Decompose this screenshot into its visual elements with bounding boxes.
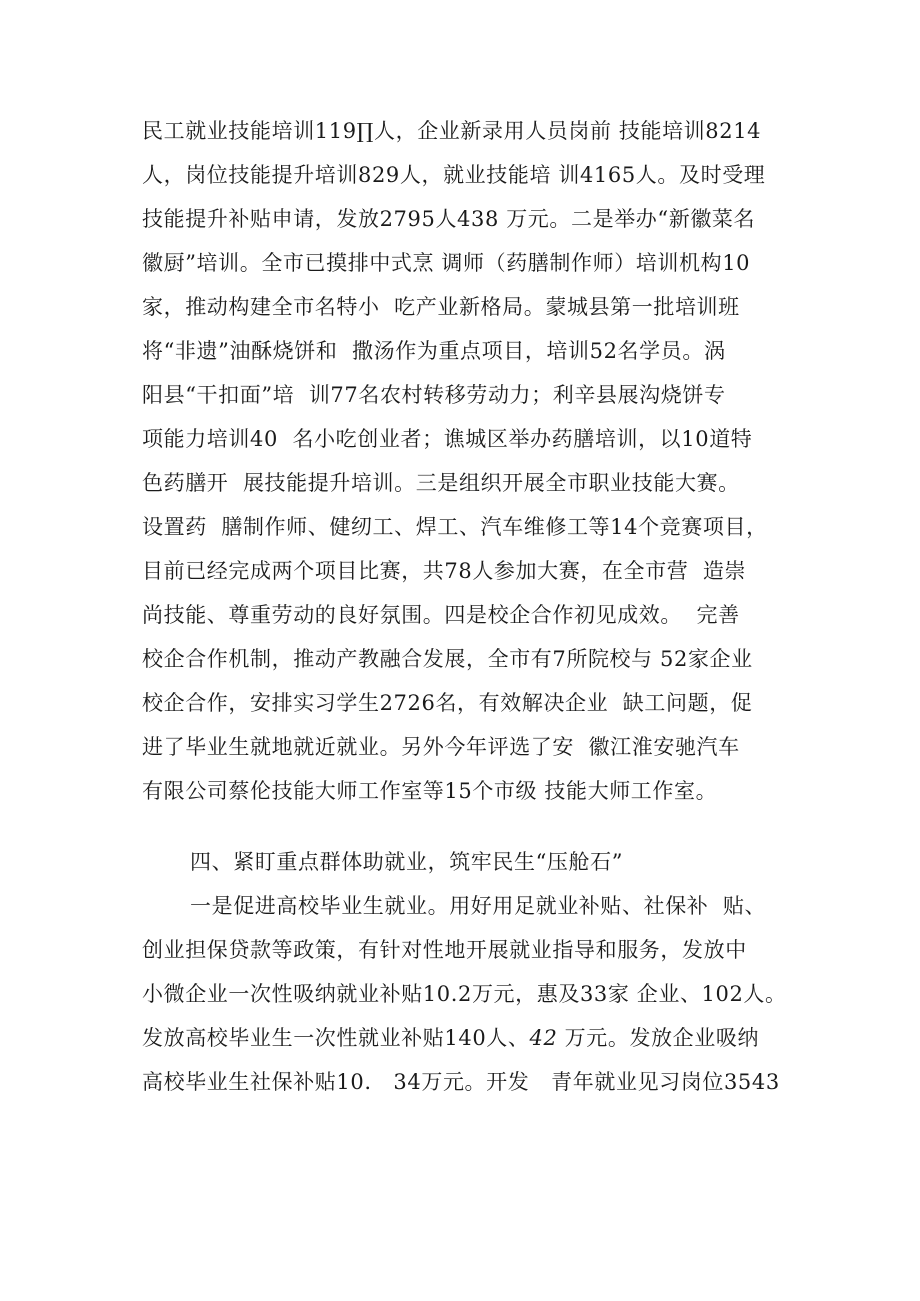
body-line-2: 人，岗位技能提升培训829人，就业技能培 训4165人。及时受理 xyxy=(142,163,766,187)
body-line-3: 技能提升补贴申请，发放2795人438 万元。二是举办“新徽菜名 xyxy=(142,207,756,231)
para2-line-3: 小微企业一次性吸纳就业补贴10.2万元，惠及33家 企业、102人。 xyxy=(142,982,787,1006)
para2-line-4-part-c: 万元。发放企业吸纳 xyxy=(557,1026,760,1050)
body-line-11: 目前已经完成两个项目比赛，共78人参加大赛，在全市营 造崇 xyxy=(142,559,747,583)
body-line-7: 阳县“干扣面”培 训77名农村转移劳动力；利辛县展沟烧饼专 xyxy=(142,383,726,407)
body-line-8: 项能力培训40 名小吃创业者；谯城区举办药膳培训，以10道特 xyxy=(142,427,753,451)
para2-line-4-amount: 42 xyxy=(529,1026,558,1050)
section-heading: 四、紧盯重点群体助就业，筑牢民生“压舱石” xyxy=(190,850,624,874)
body-line-14: 校企合作，安排实习学生2726名，有效解决企业 缺工问题，促 xyxy=(142,691,753,715)
body-line-4: 徽厨”培训。全市已摸排中式烹 调师（药膳制作师）培训机构10 xyxy=(142,251,751,275)
body-line-10: 设置药 膳制作师、健纫工、焊工、汽车维修工等14个竞赛项目， xyxy=(142,515,768,539)
body-line-13: 校企合作机制，推动产教融合发展，全市有7所院校与 52家企业 xyxy=(142,647,753,671)
body-line-16: 有限公司蔡伦技能大师工作室等15个市级 技能大师工作室。 xyxy=(142,779,718,803)
body-line-12: 尚技能、尊重劳动的良好氛围。四是校企合作初见成效。 完善 xyxy=(142,603,740,627)
para2-line-4-part-a: 发放高校毕业生一次性就业补贴140人、 xyxy=(142,1026,530,1050)
para2-line-5: 高校毕业生社保补贴10. 34万元。开发 青年就业见习岗位3543 xyxy=(142,1070,780,1094)
body-line-9: 色药膳开 展技能提升培训。三是组织开展全市职业技能大赛。 xyxy=(142,471,740,495)
para2-line-2: 创业担保贷款等政策，有针对性地开展就业指导和服务，发放中 xyxy=(142,938,747,962)
body-line-6: 将“非遗”油酥烧饼和 撒汤作为重点项目，培训52名学员。涡 xyxy=(142,339,726,363)
body-line-1: 民工就业技能培训119∏人，企业新录用人员岗前 技能培训8214 xyxy=(142,119,762,143)
body-line-5: 家，推动构建全市名特小 吃产业新格局。蒙城县第一批培训班 xyxy=(142,295,740,319)
para2-line-4 xyxy=(142,1023,802,1053)
para2-line-1: 一是促进高校毕业生就业。用好用足就业补贴、社保补 贴、 xyxy=(190,894,767,918)
body-line-15: 进了毕业生就地就近就业。另外今年评选了安 徽江淮安驰汽车 xyxy=(142,735,740,759)
